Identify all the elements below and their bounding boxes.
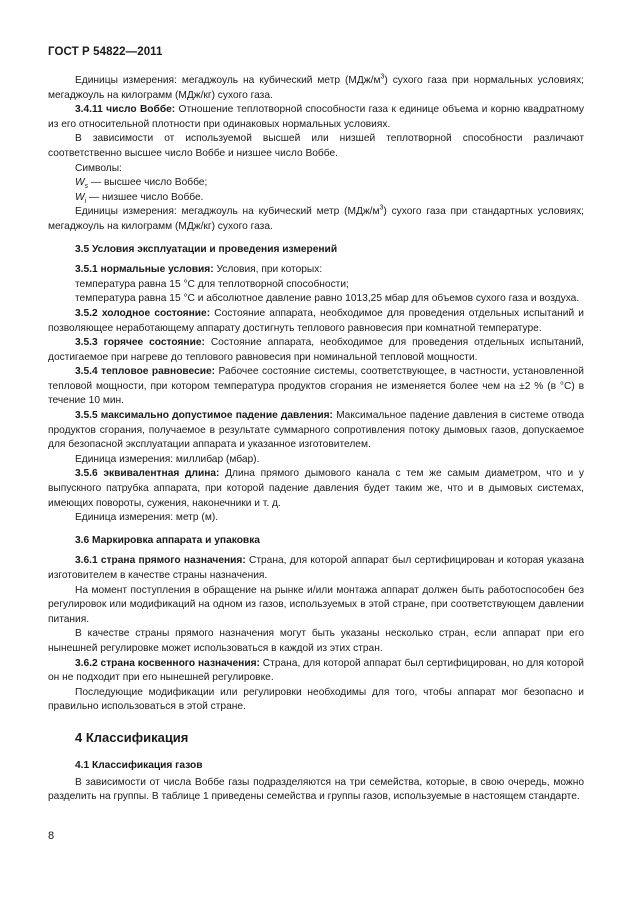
paragraph-4-1: В зависимости от числа Воббе газы подразделяются на три семейства, которые, в свою очередь, можно разделить на группы. В таблице 1 приведены семейства и группы газов, используемые в настоящем стандарте.: [48, 776, 584, 803]
definition-3-5-5: [48, 409, 584, 453]
unit-3-5-5: Единица измерения: миллибар (мбар).: [75, 453, 260, 465]
definition-text: Состояние аппарата, необходимое для проведения отдельных испытаний, достигаемое при нагреве до теплового равновесия при номинальной тепловой мощности.: [48, 337, 584, 363]
page-number: 8: [48, 830, 55, 842]
symbol-subscript-i: i: [84, 197, 87, 205]
definition-3-5-2: [48, 307, 584, 336]
symbol-w: W: [75, 177, 85, 189]
term-3-5-2: 3.5.2 холодное состояние:: [75, 307, 211, 319]
condition-line-2: температура равна 15 °С и абсолютное давление равно 1013,25 мбар для объемов сухого газа и воздуха.: [75, 293, 580, 305]
condition-line-1: температура равна 15 °С для теплотворной способности;: [75, 278, 349, 290]
symbol-subscript-s: s: [84, 183, 89, 191]
symbol-ws-text: — высшее число Воббе;: [88, 177, 208, 189]
section-4-1-title: 4.1 Классификация газов: [75, 759, 203, 771]
definition-3-5-4: [48, 365, 584, 409]
units-superscript: 3: [380, 73, 385, 81]
units-text-end: ) сухого газа при нормальных условиях; мегаджоуль на килограмм (МДж/кг) сухого газа.: [48, 75, 585, 101]
term-3-5-3: 3.5.3 горячее состояние:: [75, 337, 205, 349]
wobbe-variants-paragraph: В зависимости от используемой высшей или низшей теплотворной способности различают соответственно высшее число Воббе и низшее число Воббе.: [48, 133, 584, 159]
symbol-w: W: [75, 191, 85, 203]
definition-3-5-3: [48, 336, 584, 365]
definition-text: Рабочее состояние системы, соответствующее, в частности, установленной тепловой мощности, при котором температура продуктов сгорания не изменяется более чем на ±2 % (в °С) в течение 10 мин.: [48, 366, 584, 407]
definition-text: Отношение теплотворной способности газа к единице объема и корню квадратному из его относительной плотности при одинаковых нормальных условиях.: [48, 104, 584, 130]
term-3-6-1: 3.6.1 страна прямого назначения:: [75, 555, 246, 567]
term-3-5-5: 3.5.5 максимально допустимое падение давления:: [75, 410, 333, 422]
term-wobbe-number: 3.4.11 число Воббе:: [75, 104, 176, 116]
term-3-6-2: 3.6.2 страна косвенного назначения:: [75, 657, 260, 669]
symbols-label: Символы:: [75, 162, 122, 174]
definition-text: Страна, для которой аппарат был сертифицирован и которая указана изготовителем в качестве страны назначения.: [48, 555, 585, 581]
section-3-6-title: 3.6 Маркировка аппарата и упаковка: [75, 534, 260, 546]
symbol-wi-line: [48, 191, 584, 206]
units-paragraph-heating-value: [48, 74, 584, 103]
section-3-5-title: 3.5 Условия эксплуатации и проведения измерений: [75, 243, 338, 255]
definition-3-6-2: [48, 657, 584, 686]
definition-text: Условия, при которых:: [213, 264, 323, 276]
symbol-wi-text: — низшее число Воббе.: [86, 191, 204, 203]
units-text: Единицы измерения: мегаджоуль на кубический метр (МДж/м: [75, 75, 381, 86]
units-text: Единицы измерения: мегаджоуль на кубический метр (МДж/м: [75, 206, 380, 218]
definition-text: Страна, для которой аппарат был сертифицирован, но для которой он не подходит при его нынешней регулировке.: [48, 657, 584, 684]
definition-wobbe-number: [48, 103, 584, 132]
standard-header: ГОСТ Р 54822—2011: [48, 46, 163, 58]
paragraph-3-6-1-a: На момент поступления в обращение на рынке и/или монтажа аппарат должен быть работоспособен без регулировок или модификаций на одном из газов, используемых в этой стране, при соответствующем давлении питания.: [48, 584, 584, 625]
definition-text: Состояние аппарата, необходимое для проведения отдельных испытаний и позволяющее неработающему аппарату достигнуть теплового равновесия при комнатной температуре.: [48, 307, 584, 334]
definition-text: Длина прямого дымового канала с тем же самым диаметром, что и у выпускного патрубка аппарата, при которой падение давления будет таким же, что и в дымовых системах, имеющих повороты, сужения, наконечники и т. д.: [48, 468, 584, 509]
units-text-end: ) сухого газа при стандартных условиях; мегаджоуль на килограмм (МДж/кг) сухого газа.: [48, 206, 585, 232]
document-body: [48, 74, 584, 805]
definition-3-6-1: [48, 554, 584, 583]
term-3-5-6: 3.5.6 эквивалентная длина:: [75, 468, 220, 480]
symbol-ws-line: [48, 176, 584, 191]
chapter-4-title: 4 Классификация: [75, 729, 189, 745]
definition-3-5-6: [48, 467, 584, 511]
units-superscript: 3: [379, 204, 384, 212]
paragraph-3-6-2-a: Последующие модификации или регулировки необходимы для того, чтобы аппарат мог безопасно и правильно использоваться в этой стране.: [48, 686, 584, 713]
term-3-5-1: 3.5.1 нормальные условия:: [75, 264, 214, 276]
definition-3-5-1: [48, 263, 584, 278]
term-3-5-4: 3.5.4 тепловое равновесие:: [75, 366, 216, 378]
definition-text: Максимальное падение давления в системе отвода продуктов сгорания, получаемое в результате суммарного сопротивления потоку дымовых газов, допускаемое для безопасной эксплуатации аппарата и указанное изготовителем.: [48, 410, 584, 451]
units-paragraph-wobbe: [48, 205, 584, 234]
unit-3-5-6: Единица измерения: метр (м).: [75, 512, 219, 524]
paragraph-3-6-1-b: В качестве страны прямого назначения могут быть указаны несколько стран, если аппарат при его нынешней регулировке может использоваться в каждой из этих стран.: [48, 628, 584, 654]
